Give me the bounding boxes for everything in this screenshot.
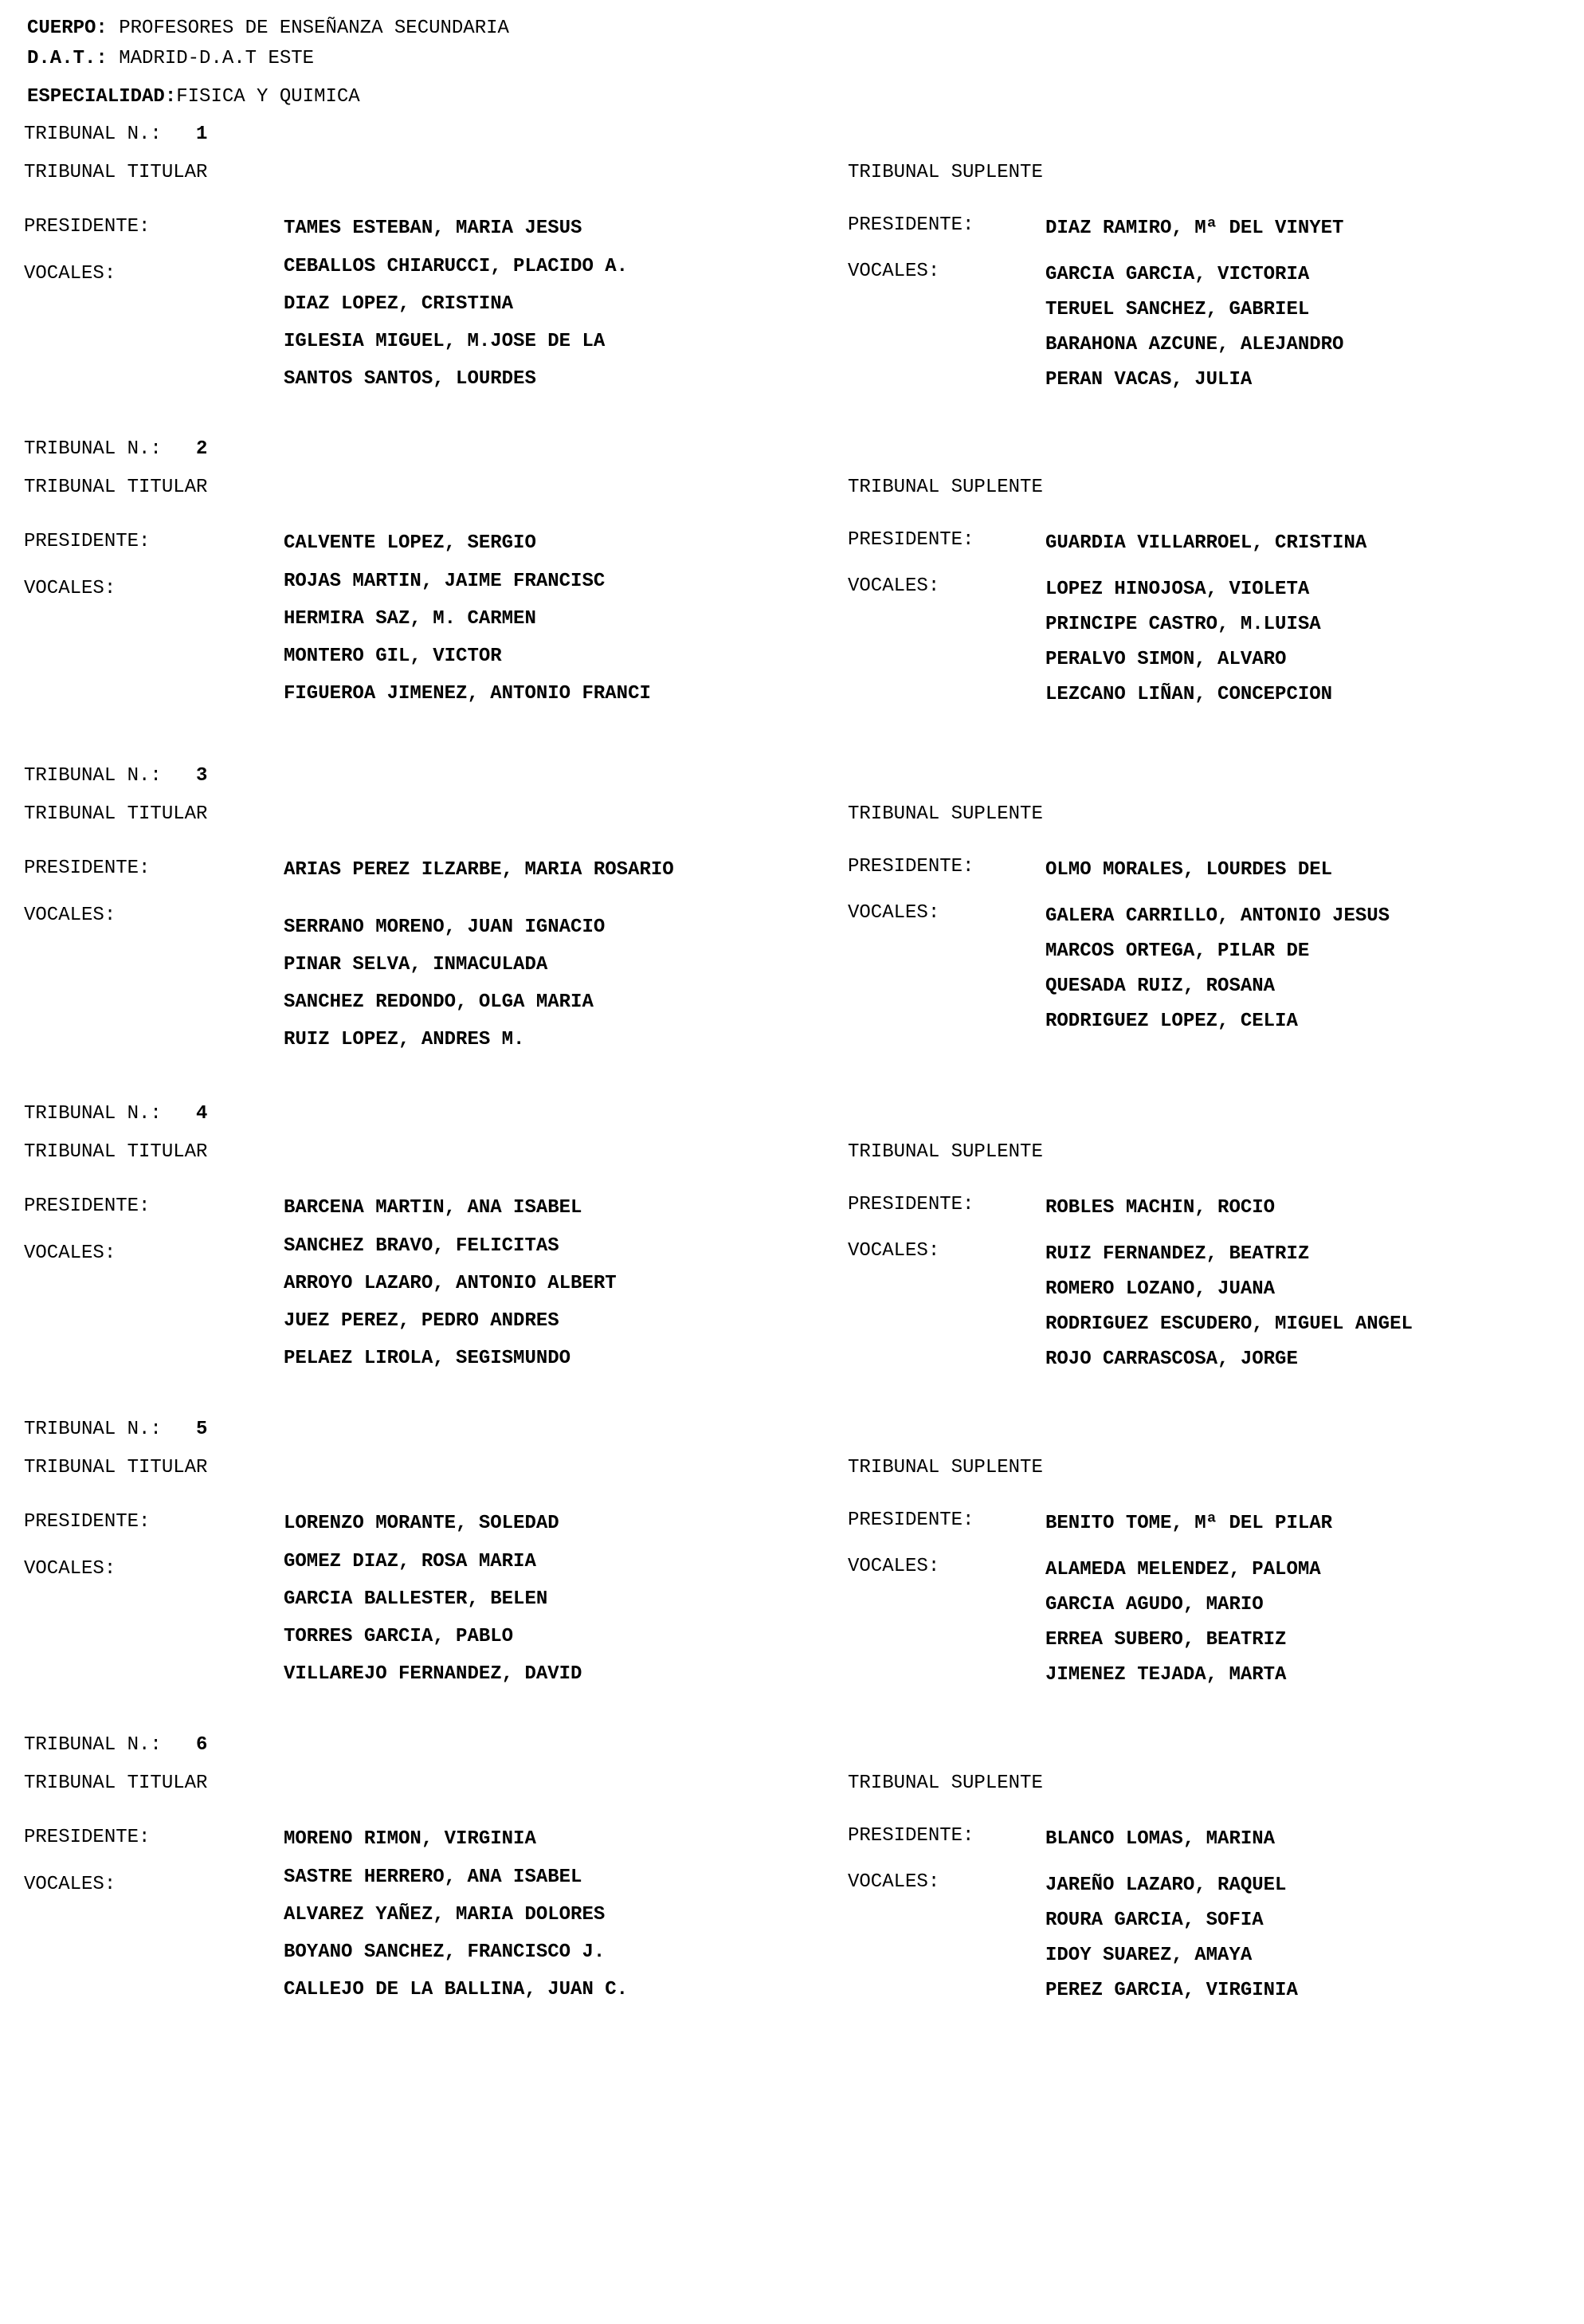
- titular-presidente: CALVENTE LOPEZ, SERGIO: [284, 532, 536, 554]
- titular-vocal: HERMIRA SAZ, M. CARMEN: [284, 608, 536, 630]
- tribunal-block: [0, 765, 1584, 1081]
- titular-vocal: MONTERO GIL, VICTOR: [284, 646, 502, 667]
- titular-heading: TRIBUNAL TITULAR: [24, 803, 208, 825]
- suplente-presidente: ROBLES MACHIN, ROCIO: [1045, 1197, 1276, 1219]
- titular-vocales-label: VOCALES:: [24, 905, 116, 926]
- header-dat: [27, 48, 314, 70]
- suplente-vocal: ROMERO LOZANO, JUANA: [1045, 1278, 1276, 1300]
- titular-vocal: SANCHEZ BRAVO, FELICITAS: [284, 1235, 559, 1257]
- suplente-presidente: OLMO MORALES, LOURDES DEL: [1045, 859, 1333, 881]
- titular-heading: TRIBUNAL TITULAR: [24, 1141, 208, 1163]
- titular-vocal: SANCHEZ REDONDO, OLGA MARIA: [284, 991, 594, 1013]
- suplente-vocales-label: VOCALES:: [848, 1556, 940, 1577]
- tribunal-block: [0, 1734, 1584, 2050]
- titular-vocales-label: VOCALES:: [24, 578, 116, 599]
- suplente-vocal: RUIZ FERNANDEZ, BEATRIZ: [1045, 1243, 1310, 1265]
- titular-vocal: SASTRE HERRERO, ANA ISABEL: [284, 1867, 582, 1888]
- suplente-presidente-label: PRESIDENTE:: [848, 856, 974, 877]
- tribunal-number-line: [24, 1734, 207, 1757]
- suplente-vocales-label: VOCALES:: [848, 261, 940, 282]
- suplente-presidente: BENITO TOME, Mª DEL PILAR: [1045, 1513, 1333, 1534]
- suplente-vocal: PERALVO SIMON, ALVARO: [1045, 649, 1287, 670]
- suplente-vocal: QUESADA RUIZ, ROSANA: [1045, 976, 1276, 997]
- dat-label: D.A.T.:: [27, 48, 108, 69]
- titular-vocal: FIGUEROA JIMENEZ, ANTONIO FRANCI: [284, 683, 651, 705]
- suplente-vocal: RODRIGUEZ LOPEZ, CELIA: [1045, 1011, 1298, 1032]
- header-cuerpo: [27, 18, 509, 40]
- titular-vocal: IGLESIA MIGUEL, M.JOSE DE LA: [284, 331, 606, 352]
- titular-vocal: ARROYO LAZARO, ANTONIO ALBERT: [284, 1273, 617, 1294]
- suplente-heading: TRIBUNAL SUPLENTE: [848, 1772, 1043, 1794]
- suplente-vocal: BARAHONA AZCUNE, ALEJANDRO: [1045, 334, 1344, 355]
- tribunal-number-line: [24, 1419, 207, 1441]
- cuerpo-value: PROFESORES DE ENSEÑANZA SECUNDARIA: [119, 18, 509, 39]
- titular-vocal: ROJAS MARTIN, JAIME FRANCISC: [284, 571, 606, 592]
- suplente-heading: TRIBUNAL SUPLENTE: [848, 477, 1043, 498]
- tribunal-number: 6: [196, 1734, 208, 1756]
- dat-value: MADRID-D.A.T ESTE: [119, 48, 315, 69]
- suplente-vocal: TERUEL SANCHEZ, GABRIEL: [1045, 299, 1310, 320]
- titular-vocal: PINAR SELVA, INMACULADA: [284, 954, 548, 976]
- titular-heading: TRIBUNAL TITULAR: [24, 477, 208, 498]
- suplente-vocal: JIMENEZ TEJADA, MARTA: [1045, 1664, 1287, 1686]
- tribunal-n-label: TRIBUNAL N.:: [24, 765, 162, 787]
- tribunal-number-line: [24, 765, 207, 787]
- titular-presidente: BARCENA MARTIN, ANA ISABEL: [284, 1197, 582, 1219]
- suplente-heading: TRIBUNAL SUPLENTE: [848, 1141, 1043, 1163]
- especialidad-label: ESPECIALIDAD:: [27, 86, 177, 108]
- suplente-presidente-label: PRESIDENTE:: [848, 1509, 974, 1531]
- titular-vocal: ALVAREZ YAÑEZ, MARIA DOLORES: [284, 1904, 606, 1926]
- suplente-vocal: ROJO CARRASCOSA, JORGE: [1045, 1348, 1298, 1370]
- titular-presidente: MORENO RIMON, VIRGINIA: [284, 1828, 536, 1850]
- titular-heading: TRIBUNAL TITULAR: [24, 1457, 208, 1478]
- titular-vocal: VILLAREJO FERNANDEZ, DAVID: [284, 1663, 582, 1685]
- suplente-vocal: JAREÑO LAZARO, RAQUEL: [1045, 1875, 1287, 1896]
- tribunal-n-label: TRIBUNAL N.:: [24, 1419, 162, 1440]
- tribunal-number: 3: [196, 765, 208, 787]
- titular-vocales-label: VOCALES:: [24, 263, 116, 285]
- titular-vocales-label: VOCALES:: [24, 1558, 116, 1580]
- header-especialidad: [27, 86, 360, 108]
- suplente-presidente: BLANCO LOMAS, MARINA: [1045, 1828, 1276, 1850]
- suplente-vocal: ALAMEDA MELENDEZ, PALOMA: [1045, 1559, 1321, 1580]
- titular-vocal: SANTOS SANTOS, LOURDES: [284, 368, 536, 390]
- suplente-presidente-label: PRESIDENTE:: [848, 1825, 974, 1847]
- suplente-vocales-label: VOCALES:: [848, 575, 940, 597]
- suplente-vocal: ERREA SUBERO, BEATRIZ: [1045, 1629, 1287, 1651]
- suplente-presidente-label: PRESIDENTE:: [848, 529, 974, 551]
- suplente-vocal: IDOY SUAREZ, AMAYA: [1045, 1945, 1253, 1966]
- suplente-vocal: PEREZ GARCIA, VIRGINIA: [1045, 1980, 1298, 2001]
- tribunal-number: 2: [196, 438, 208, 460]
- suplente-vocal: PRINCIPE CASTRO, M.LUISA: [1045, 614, 1321, 635]
- suplente-vocal: LEZCANO LIÑAN, CONCEPCION: [1045, 684, 1333, 705]
- titular-vocal: PELAEZ LIROLA, SEGISMUNDO: [284, 1348, 571, 1369]
- suplente-heading: TRIBUNAL SUPLENTE: [848, 1457, 1043, 1478]
- suplente-vocal: PERAN VACAS, JULIA: [1045, 369, 1253, 391]
- suplente-vocal: GALERA CARRILLO, ANTONIO JESUS: [1045, 905, 1390, 927]
- suplente-heading: TRIBUNAL SUPLENTE: [848, 803, 1043, 825]
- titular-heading: TRIBUNAL TITULAR: [24, 1772, 208, 1794]
- titular-heading: TRIBUNAL TITULAR: [24, 162, 208, 183]
- suplente-presidente: DIAZ RAMIRO, Mª DEL VINYET: [1045, 218, 1344, 239]
- tribunal-number: 4: [196, 1103, 208, 1125]
- suplente-vocales-label: VOCALES:: [848, 1240, 940, 1262]
- tribunal-n-label: TRIBUNAL N.:: [24, 438, 162, 460]
- tribunal-n-label: TRIBUNAL N.:: [24, 1103, 162, 1125]
- titular-presidente-label: PRESIDENTE:: [24, 858, 151, 879]
- tribunal-n-label: TRIBUNAL N.:: [24, 124, 162, 145]
- tribunal-number-line: [24, 438, 207, 461]
- titular-presidente: LORENZO MORANTE, SOLEDAD: [284, 1513, 559, 1534]
- suplente-vocal: LOPEZ HINOJOSA, VIOLETA: [1045, 579, 1310, 600]
- titular-presidente-label: PRESIDENTE:: [24, 1827, 151, 1848]
- titular-presidente: TAMES ESTEBAN, MARIA JESUS: [284, 218, 582, 239]
- titular-presidente-label: PRESIDENTE:: [24, 1511, 151, 1533]
- titular-vocal: CALLEJO DE LA BALLINA, JUAN C.: [284, 1979, 629, 2000]
- titular-vocal: SERRANO MORENO, JUAN IGNACIO: [284, 917, 606, 938]
- titular-vocales-label: VOCALES:: [24, 1242, 116, 1264]
- suplente-vocal: RODRIGUEZ ESCUDERO, MIGUEL ANGEL: [1045, 1313, 1413, 1335]
- titular-vocal: JUEZ PEREZ, PEDRO ANDRES: [284, 1310, 559, 1332]
- especialidad-value: FISICA Y QUIMICA: [176, 86, 360, 108]
- suplente-presidente-label: PRESIDENTE:: [848, 214, 974, 236]
- suplente-vocales-label: VOCALES:: [848, 1871, 940, 1893]
- tribunal-number-line: [24, 124, 207, 146]
- suplente-heading: TRIBUNAL SUPLENTE: [848, 162, 1043, 183]
- tribunal-number-line: [24, 1103, 207, 1125]
- titular-vocal: GARCIA BALLESTER, BELEN: [284, 1588, 548, 1610]
- titular-vocal: DIAZ LOPEZ, CRISTINA: [284, 293, 514, 315]
- titular-presidente: ARIAS PEREZ ILZARBE, MARIA ROSARIO: [284, 859, 674, 881]
- suplente-vocal: MARCOS ORTEGA, PILAR DE: [1045, 940, 1310, 962]
- titular-vocal: GOMEZ DIAZ, ROSA MARIA: [284, 1551, 536, 1572]
- suplente-vocal: ROURA GARCIA, SOFIA: [1045, 1910, 1264, 1931]
- titular-vocales-label: VOCALES:: [24, 1874, 116, 1895]
- suplente-vocal: GARCIA AGUDO, MARIO: [1045, 1594, 1264, 1615]
- suplente-vocal: GARCIA GARCIA, VICTORIA: [1045, 264, 1310, 285]
- suplente-vocales-label: VOCALES:: [848, 902, 940, 924]
- tribunal-block: [0, 1419, 1584, 1734]
- titular-vocal: BOYANO SANCHEZ, FRANCISCO J.: [284, 1941, 606, 1963]
- titular-presidente-label: PRESIDENTE:: [24, 1195, 151, 1217]
- suplente-presidente: GUARDIA VILLARROEL, CRISTINA: [1045, 532, 1367, 554]
- titular-presidente-label: PRESIDENTE:: [24, 531, 151, 552]
- cuerpo-label: CUERPO:: [27, 18, 108, 39]
- titular-presidente-label: PRESIDENTE:: [24, 216, 151, 238]
- tribunal-number: 5: [196, 1419, 208, 1440]
- tribunal-block: [0, 124, 1584, 439]
- tribunal-block: [0, 438, 1584, 754]
- titular-vocal: TORRES GARCIA, PABLO: [284, 1626, 514, 1647]
- titular-vocal: CEBALLOS CHIARUCCI, PLACIDO A.: [284, 256, 629, 277]
- suplente-presidente-label: PRESIDENTE:: [848, 1194, 974, 1215]
- tribunal-n-label: TRIBUNAL N.:: [24, 1734, 162, 1756]
- tribunal-block: [0, 1103, 1584, 1419]
- titular-vocal: RUIZ LOPEZ, ANDRES M.: [284, 1029, 525, 1050]
- tribunal-number: 1: [196, 124, 208, 145]
